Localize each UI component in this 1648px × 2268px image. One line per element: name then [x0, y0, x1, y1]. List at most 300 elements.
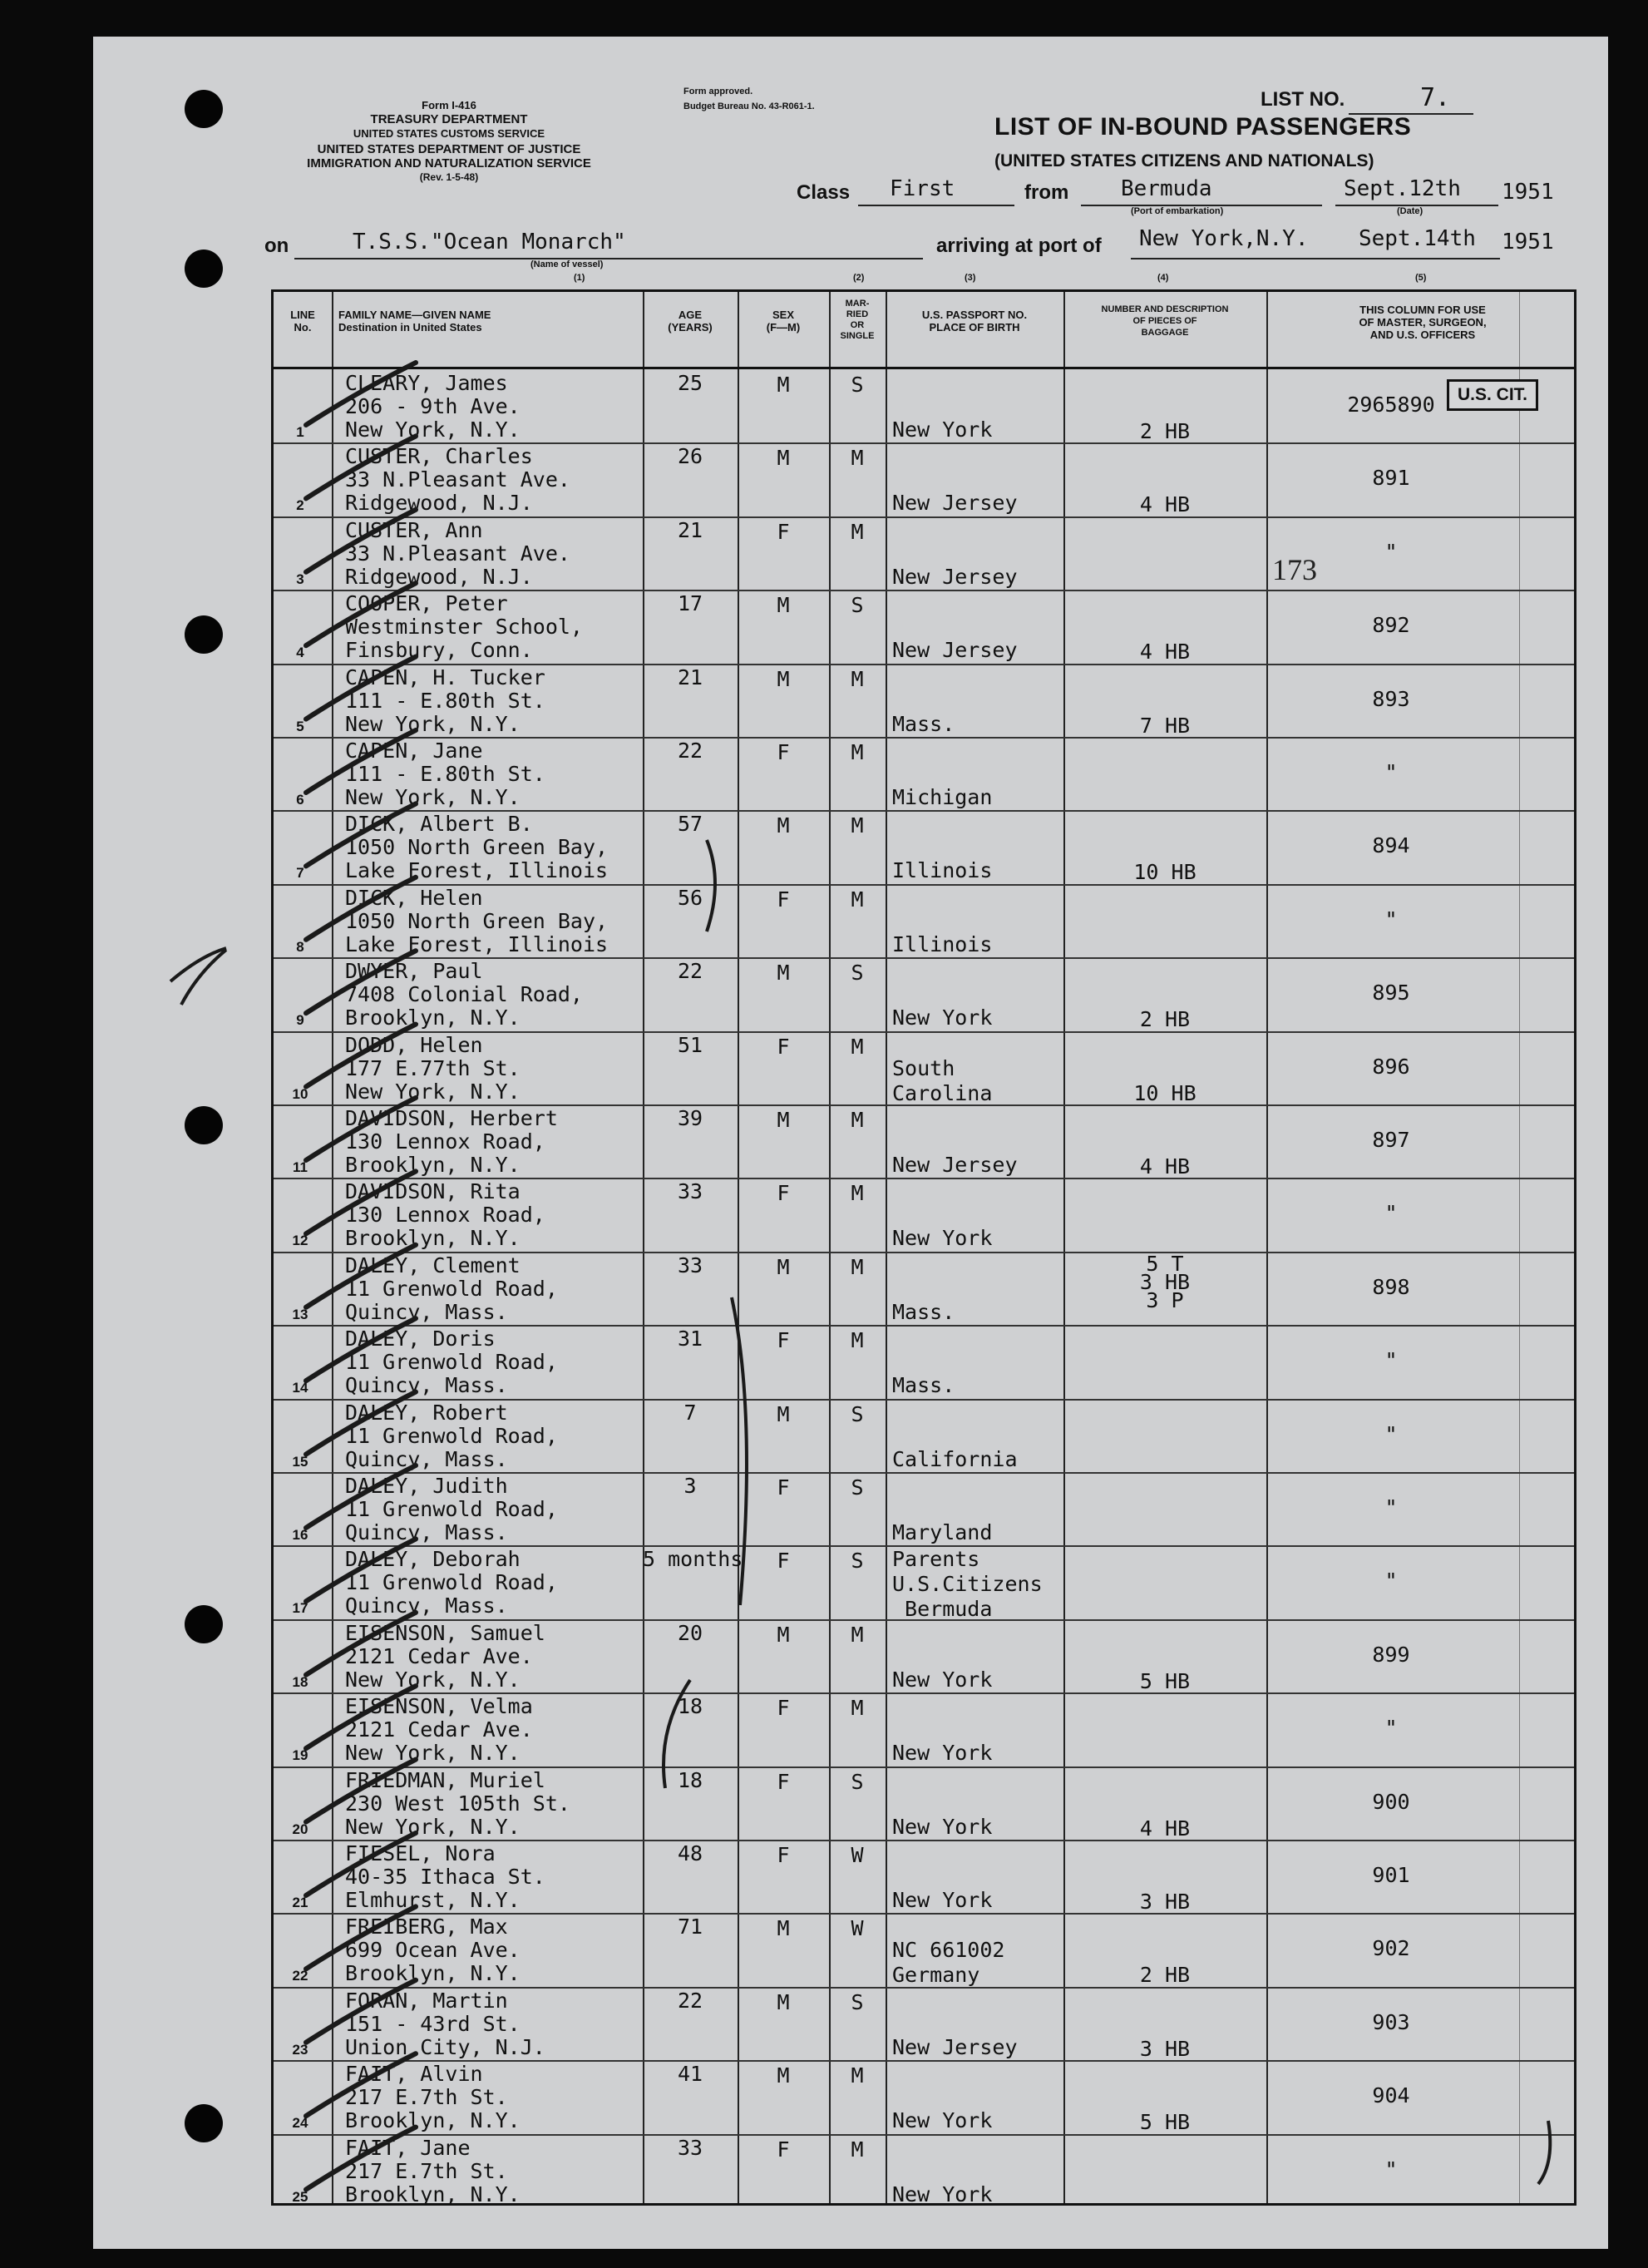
sex: F: [777, 740, 790, 764]
address-line-1: 151 - 43rd St.: [345, 2011, 521, 2036]
address-line-2: Lake Forest, Illinois: [345, 931, 609, 956]
address-line-2: New York, N.Y.: [345, 1667, 521, 1692]
address-line-2: New York, N.Y.: [345, 1079, 521, 1104]
table-row: [274, 957, 1574, 1030]
passenger-name: DICK, Helen: [345, 885, 483, 910]
sex: M: [777, 666, 790, 691]
address-line-2: Quincy, Mass.: [345, 1520, 508, 1544]
passenger-name: FAIT, Alvin: [345, 2062, 483, 2087]
marital-status: S: [851, 373, 864, 397]
arrival-date: Sept.14th: [1359, 226, 1476, 251]
address-line-2: Quincy, Mass.: [345, 1446, 508, 1471]
form-number: Form I-416: [422, 99, 476, 111]
passenger-name: CAPEN, H. Tucker: [345, 665, 545, 689]
officer-number: ": [1384, 907, 1398, 931]
place-of-birth: Mass.: [892, 1373, 955, 1398]
place-of-birth: New York: [892, 1814, 993, 1839]
table-row: [274, 516, 1574, 590]
baggage: 4 HB: [1139, 1816, 1191, 1841]
table-row: [274, 1325, 1574, 1398]
age: 22: [677, 959, 703, 984]
place-of-birth: New Jersey: [892, 564, 1018, 589]
officer-number: ": [1384, 760, 1398, 784]
sex: M: [777, 961, 790, 986]
marital-status: M: [851, 1328, 864, 1353]
marital-status: M: [851, 740, 864, 764]
officer-number: 898: [1372, 1274, 1410, 1299]
place-of-birth: New Jersey: [892, 1153, 1018, 1177]
age: 25: [677, 371, 703, 395]
place-of-birth: New Jersey: [892, 491, 1018, 516]
treasury-dept: TREASURY DEPARTMENT: [370, 112, 528, 126]
officer-number: 895: [1372, 981, 1410, 1006]
officer-number: 901: [1372, 1863, 1410, 1887]
line-number: 23: [292, 2041, 308, 2058]
table-row: [274, 1399, 1574, 1472]
revision: (Rev. 1-5-48): [419, 171, 479, 183]
address-line-2: Brooklyn, N.Y.: [345, 1961, 521, 1986]
marital-status: M: [851, 813, 864, 838]
address-line-1: 11 Grenwold Road,: [345, 1350, 558, 1375]
sex: F: [777, 1769, 790, 1794]
sex: F: [777, 1034, 790, 1059]
age: 41: [677, 2062, 703, 2087]
address-line-2: Brooklyn, N.Y.: [345, 2182, 521, 2206]
address-line-1: 206 - 9th Ave.: [345, 394, 521, 418]
marital-status: M: [851, 887, 864, 912]
form-approved: Form approved.: [683, 86, 753, 96]
passenger-name: DWYER, Paul: [345, 959, 483, 984]
line-number: 12: [292, 1233, 308, 1249]
place-of-birth: Illinois: [892, 931, 993, 956]
officer-number: 897: [1372, 1128, 1410, 1152]
address-line-1: 33 N.Pleasant Ave.: [345, 467, 570, 492]
place-of-birth: New Jersey: [892, 638, 1018, 663]
baggage: 4 HB: [1139, 640, 1191, 665]
punch-hole: [185, 250, 223, 288]
address-line-2: New York, N.Y.: [345, 418, 521, 442]
address-line-1: 217 E.7th St.: [345, 2085, 508, 2110]
sex: M: [777, 2063, 790, 2088]
line-number: 25: [292, 2188, 308, 2205]
table-row: [274, 1692, 1574, 1766]
sex: M: [777, 813, 790, 838]
marital-status: M: [851, 2063, 864, 2088]
baggage: 10 HB: [1133, 860, 1197, 885]
baggage: 2 HB: [1139, 419, 1191, 443]
age: 17: [677, 591, 703, 616]
passenger-name: CUSTER, Charles: [345, 444, 533, 469]
passenger-name: DALEY, Deborah: [345, 1547, 521, 1572]
age: 57: [677, 812, 703, 837]
officer-number: 894: [1372, 833, 1410, 858]
line-number: 2: [296, 497, 304, 514]
punch-hole: [185, 1106, 223, 1144]
table-row: [274, 442, 1574, 516]
officer-number: 896: [1372, 1054, 1410, 1079]
address-line-1: 217 E.7th St.: [345, 2158, 508, 2183]
table-row: [274, 1840, 1574, 1913]
officer-number: 903: [1372, 2009, 1410, 2034]
customs-service: UNITED STATES CUSTOMS SERVICE: [353, 127, 545, 140]
address-line-2: New York, N.Y.: [345, 1814, 521, 1839]
age: 5 months: [643, 1547, 743, 1572]
header-passport: U.S. PASSPORT NO. PLACE OF BIRTH: [921, 309, 1028, 334]
line-number: 6: [296, 792, 304, 808]
line-number: 20: [292, 1821, 308, 1837]
address-line-1: 11 Grenwold Road,: [345, 1276, 558, 1301]
address-line-2: Quincy, Mass.: [345, 1299, 508, 1324]
address-line-1: 33 N.Pleasant Ave.: [345, 541, 570, 566]
baggage: 5 HB: [1139, 2110, 1191, 2135]
age: 48: [677, 1841, 703, 1865]
age: 7: [683, 1400, 697, 1425]
place-of-birth: California: [892, 1446, 1018, 1471]
place-of-birth: Mass.: [892, 711, 955, 736]
age: 56: [677, 885, 703, 910]
handwritten-173: 173: [1272, 553, 1317, 586]
passenger-name: DALEY, Clement: [345, 1253, 521, 1277]
header-married: MAR- RIED OR SINGLE: [840, 299, 875, 341]
passenger-name: CLEARY, James: [345, 371, 508, 395]
arriving-label: arriving at port of: [936, 235, 1102, 257]
from-label: from: [1024, 181, 1069, 204]
table-row: [274, 1178, 1574, 1251]
arrival-port: New York,N.Y.: [1139, 226, 1309, 251]
age: 21: [677, 517, 703, 542]
address-line-2: New York, N.Y.: [345, 785, 521, 809]
line-number: 8: [296, 938, 304, 955]
line-number: 17: [292, 1600, 308, 1617]
sex: M: [777, 593, 790, 618]
marital-status: M: [851, 1181, 864, 1206]
punch-hole: [185, 615, 223, 654]
table-row: [274, 590, 1574, 663]
vessel-col-number: (1): [574, 273, 585, 283]
passenger-name: DODD, Helen: [345, 1032, 483, 1057]
marital-status: W: [851, 1843, 864, 1867]
marital-status: S: [851, 961, 864, 986]
line-number: 4: [296, 645, 304, 661]
address-line-1: Westminster School,: [345, 615, 583, 640]
place-of-birth: Maryland: [892, 1520, 993, 1544]
header-age: AGE (YEARS): [668, 309, 713, 334]
officer-number: ": [1384, 1421, 1398, 1446]
table-row: [274, 737, 1574, 810]
place-of-birth: Michigan: [892, 785, 993, 809]
sex: F: [777, 1696, 790, 1721]
passenger-name: DALEY, Judith: [345, 1474, 508, 1498]
age: 31: [677, 1327, 703, 1351]
on-label: on: [264, 235, 289, 257]
address-line-1: 11 Grenwold Road,: [345, 1497, 558, 1521]
age: 22: [677, 739, 703, 763]
address-line-2: Brooklyn, N.Y.: [345, 1006, 521, 1030]
marital-status: M: [851, 1254, 864, 1279]
address-line-2: Quincy, Mass.: [345, 1594, 508, 1618]
place-of-birth: New York: [892, 418, 993, 442]
header-officers: THIS COLUMN FOR USE OF MASTER, SURGEON, AND U.S. OFFICERS: [1359, 304, 1487, 341]
address-line-1: 2121 Cedar Ave.: [345, 1643, 533, 1668]
table-row: [274, 1545, 1574, 1622]
place-of-birth: New York: [892, 1006, 993, 1030]
sex: F: [777, 887, 790, 912]
baggage: 7 HB: [1139, 713, 1191, 738]
list-no-label: LIST NO.: [1261, 88, 1345, 111]
justice-dept: UNITED STATES DEPARTMENT OF JUSTICE: [317, 142, 581, 156]
table-row: [274, 1987, 1574, 2060]
budget-bureau: Budget Bureau No. 43-R061-1.: [683, 101, 815, 111]
line-number: 3: [296, 571, 304, 587]
marital-status: M: [851, 1108, 864, 1132]
officer-number: ": [1384, 1201, 1398, 1226]
line-number: 18: [292, 1673, 308, 1690]
passenger-name: FRIEDMAN, Muriel: [345, 1767, 545, 1792]
marital-status: M: [851, 1622, 864, 1647]
address-line-2: New York, N.Y.: [345, 711, 521, 736]
from-value: Bermuda: [1121, 176, 1212, 201]
sex: M: [777, 1989, 790, 2014]
sex: F: [777, 1549, 790, 1574]
address-line-1: 111 - E.80th St.: [345, 762, 545, 786]
line-number: 1: [296, 424, 304, 440]
marital-status: S: [851, 1769, 864, 1794]
sex: F: [777, 1843, 790, 1867]
address-line-2: Brooklyn, N.Y.: [345, 1153, 521, 1177]
sex: F: [777, 519, 790, 544]
age: 33: [677, 1253, 703, 1277]
sex: M: [777, 1916, 790, 1941]
passenger-name: FORAN, Martin: [345, 1988, 508, 2013]
marital-status: S: [851, 1475, 864, 1500]
place-of-birth: New York: [892, 1667, 993, 1692]
address-line-1: 11 Grenwold Road,: [345, 1570, 558, 1595]
passenger-name: EISENSON, Samuel: [345, 1620, 545, 1645]
header-sex: SEX (F—M): [766, 309, 801, 334]
table-row: [274, 1472, 1574, 1545]
table-row: [274, 1031, 1574, 1104]
vessel-note: (Name of vessel): [530, 259, 604, 269]
from-note: (Port of embarkation): [1131, 206, 1224, 216]
line-number: 14: [292, 1380, 308, 1396]
passenger-name: DICK, Albert B.: [345, 812, 533, 837]
officer-number: ": [1384, 2157, 1398, 2182]
vessel-name: T.S.S."Ocean Monarch": [353, 230, 626, 254]
arrival-year: 1951: [1502, 230, 1554, 254]
officer-number: 891: [1372, 466, 1410, 491]
address-line-1: 11 Grenwold Road,: [345, 1423, 558, 1448]
line-number: 9: [296, 1012, 304, 1029]
place-of-birth: Illinois: [892, 858, 993, 883]
punch-hole: [185, 1605, 223, 1643]
departure-year: 1951: [1502, 180, 1554, 205]
col-number-4: (4): [1157, 273, 1169, 283]
line-number: 21: [292, 1895, 308, 1910]
age: 51: [677, 1032, 703, 1057]
passenger-name: CUSTER, Ann: [345, 517, 483, 542]
line-number: 15: [292, 1453, 308, 1470]
col-number-5: (5): [1415, 273, 1427, 283]
address-line-2: Ridgewood, N.J.: [345, 564, 533, 589]
sex: M: [777, 1622, 790, 1647]
address-line-2: Finsbury, Conn.: [345, 638, 533, 663]
line-number: 19: [292, 1747, 308, 1764]
table-row: [274, 810, 1574, 883]
age: 26: [677, 444, 703, 469]
address-line-2: Quincy, Mass.: [345, 1373, 508, 1398]
sex: F: [777, 2137, 790, 2162]
marital-status: S: [851, 593, 864, 618]
age: 33: [677, 1179, 703, 1204]
table-row: [274, 1252, 1574, 1325]
header-name: FAMILY NAME—GIVEN NAME Destination in United States: [338, 309, 491, 334]
line-number: 16: [292, 1527, 308, 1543]
passenger-name: DALEY, Robert: [345, 1400, 508, 1425]
table-row: [274, 664, 1574, 737]
address-line-2: Elmhurst, N.Y.: [345, 1888, 521, 1912]
col-number-3: (3): [965, 273, 976, 283]
place-of-birth: New York: [892, 2182, 993, 2206]
line-number: 7: [296, 865, 304, 882]
officer-number: 902: [1372, 1936, 1410, 1961]
marital-status: S: [851, 1549, 864, 1574]
line-number: 13: [292, 1306, 308, 1322]
passenger-table: [271, 289, 1576, 2206]
address-line-1: 177 E.77th St.: [345, 1055, 521, 1080]
age: 21: [677, 665, 703, 689]
date-note: (Date): [1397, 206, 1423, 216]
baggage: 10 HB: [1133, 1080, 1197, 1105]
place-of-birth: New York: [892, 1226, 993, 1251]
line-number: 24: [292, 2115, 308, 2132]
sex: F: [777, 1181, 790, 1206]
page-subtitle: (UNITED STATES CITIZENS AND NATIONALS): [994, 151, 1374, 170]
ins-service: IMMIGRATION AND NATURALIZATION SERVICE: [307, 156, 591, 170]
baggage: 3 HB: [1139, 2036, 1191, 2061]
table-row: [274, 1766, 1574, 1840]
officer-number: ": [1384, 1495, 1398, 1519]
punch-hole: [185, 90, 223, 128]
passenger-name: EISENSON, Velma: [345, 1694, 533, 1719]
address-line-1: 230 West 105th St.: [345, 1791, 570, 1816]
line-number: 11: [293, 1159, 308, 1175]
baggage: 2 HB: [1139, 1007, 1191, 1032]
age: 18: [677, 1767, 703, 1792]
us-citizen-stamp: U.S. CIT.: [1447, 379, 1538, 411]
punch-hole: [185, 2104, 223, 2142]
place-of-birth: New York: [892, 1888, 993, 1912]
marital-status: W: [851, 1916, 864, 1941]
address-line-1: 2121 Cedar Ave.: [345, 1717, 533, 1742]
table-row: [274, 1104, 1574, 1178]
address-line-2: Brooklyn, N.Y.: [345, 2108, 521, 2133]
header-line-no: LINE No.: [290, 309, 315, 334]
age: 20: [677, 1620, 703, 1645]
sex: M: [777, 373, 790, 397]
place-of-birth: New Jersey: [892, 2034, 1018, 2059]
address-line-1: 130 Lennox Road,: [345, 1129, 545, 1154]
baggage: 3 HB: [1139, 1890, 1191, 1914]
agency-header: [266, 98, 632, 185]
list-no-value: 7.: [1420, 83, 1451, 112]
class-value: First: [890, 176, 955, 201]
address-line-1: 1050 North Green Bay,: [345, 908, 609, 933]
sex: M: [777, 1401, 790, 1426]
passenger-name: CAPEN, Jane: [345, 739, 483, 763]
baggage: 5 HB: [1139, 1668, 1191, 1693]
place-of-birth: Parents U.S.Citizens Bermuda: [892, 1547, 1043, 1622]
marital-status: M: [851, 666, 864, 691]
place-of-birth: South Carolina: [892, 1055, 993, 1105]
officer-number: 899: [1372, 1642, 1410, 1667]
passenger-name: DAVIDSON, Rita: [345, 1179, 521, 1204]
baggage: 5 T 3 HB 3 P: [1139, 1251, 1191, 1312]
passenger-name: FIESEL, Nora: [345, 1841, 496, 1865]
officer-number: ": [1384, 1716, 1398, 1741]
officer-number: 904: [1372, 2083, 1410, 2108]
table-row: [274, 369, 1574, 442]
sex: M: [777, 1254, 790, 1279]
table-row: [274, 884, 1574, 957]
officer-number: ": [1384, 539, 1398, 564]
marital-status: S: [851, 1989, 864, 2014]
age: 18: [677, 1694, 703, 1719]
place-of-birth: NC 661002 Germany: [892, 1938, 1005, 1988]
passenger-name: DALEY, Doris: [345, 1327, 496, 1351]
address-line-2: Lake Forest, Illinois: [345, 858, 609, 883]
officer-number: 900: [1372, 1789, 1410, 1814]
place-of-birth: Mass.: [892, 1299, 955, 1324]
passenger-name: FREIBERG, Max: [345, 1915, 508, 1939]
address-line-1: 40-35 Ithaca St.: [345, 1865, 545, 1889]
officer-number: ": [1384, 1569, 1398, 1594]
address-line-2: New York, N.Y.: [345, 1741, 521, 1766]
baggage: 4 HB: [1139, 1154, 1191, 1178]
officer-number: 893: [1372, 686, 1410, 711]
age: 39: [677, 1106, 703, 1130]
address-line-1: 7408 Colonial Road,: [345, 982, 583, 1007]
place-of-birth: New York: [892, 2108, 993, 2133]
marital-status: M: [851, 1696, 864, 1721]
baggage: 4 HB: [1139, 492, 1191, 517]
age: 71: [677, 1915, 703, 1939]
address-line-1: 111 - E.80th St.: [345, 688, 545, 713]
line-number: 10: [292, 1085, 308, 1102]
line-number: 5: [296, 718, 304, 734]
page-title: LIST OF IN-BOUND PASSENGERS: [994, 113, 1412, 141]
sex: F: [777, 1328, 790, 1353]
age: 3: [683, 1474, 697, 1498]
address-line-1: 699 Ocean Ave.: [345, 1938, 521, 1963]
header-baggage: NUMBER AND DESCRIPTION OF PIECES OF BAGGAGE: [1101, 304, 1229, 338]
marital-status: M: [851, 2137, 864, 2162]
sex: M: [777, 1108, 790, 1132]
class-label: Class: [797, 181, 851, 204]
col-number-2: (2): [853, 273, 865, 283]
officer-number: 892: [1372, 613, 1410, 638]
table-row: [274, 1913, 1574, 1986]
marital-status: M: [851, 446, 864, 471]
address-line-2: Union City, N.J.: [345, 2034, 545, 2059]
baggage: 2 HB: [1139, 1963, 1191, 1988]
passenger-name: DAVIDSON, Herbert: [345, 1106, 558, 1130]
table-row: [274, 1619, 1574, 1692]
officer-number: 2965890: [1347, 393, 1435, 417]
table-row: [274, 2134, 1574, 2207]
marital-status: M: [851, 519, 864, 544]
marital-status: M: [851, 1034, 864, 1059]
passenger-name: FAIT, Jane: [345, 2135, 471, 2160]
